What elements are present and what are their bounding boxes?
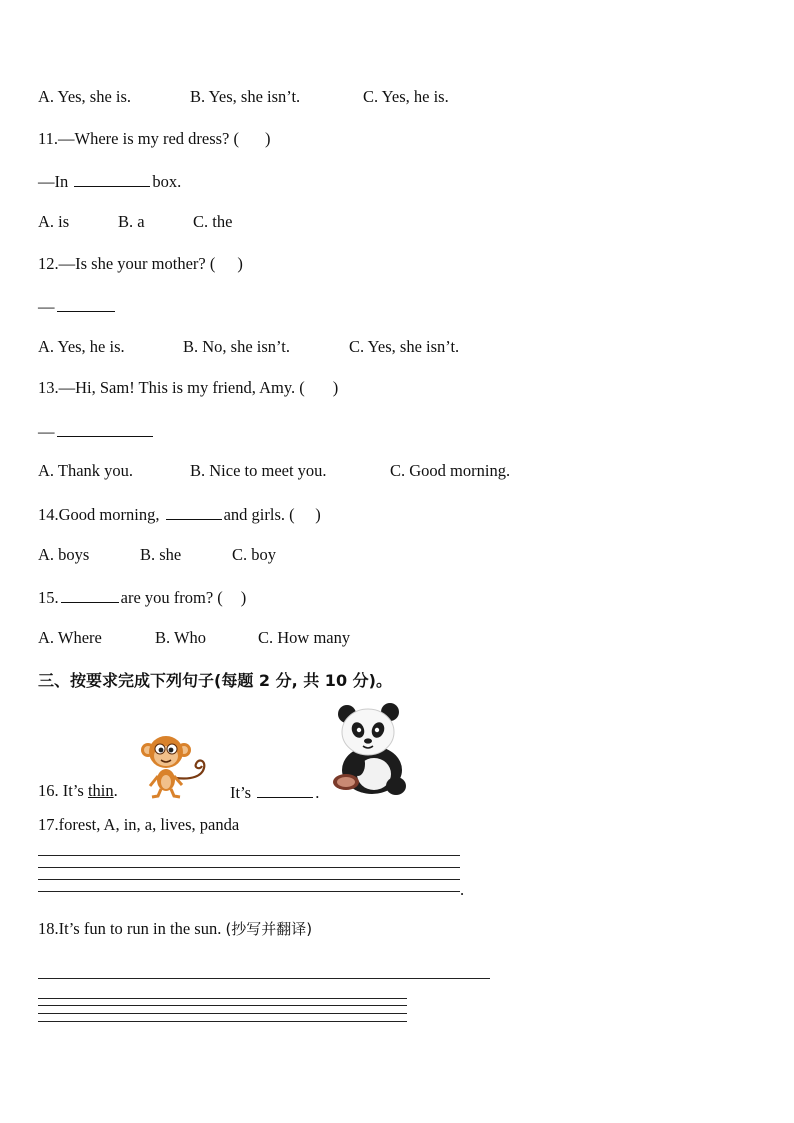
q11-option-c: C. the <box>193 212 233 231</box>
q17-writing-line-3[interactable] <box>38 879 460 880</box>
q17-writing-line-1[interactable] <box>38 855 460 856</box>
q16-question: 16. It’s thin. <box>38 781 118 800</box>
q12-option-a: A. Yes, he is. <box>38 337 125 356</box>
q16-answer: It’s . <box>230 783 320 802</box>
q17-writing-line-4[interactable] <box>38 891 460 892</box>
q12-question: 12.—Is she your mother? ( ) <box>38 254 243 273</box>
q12-option-b: B. No, she isn’t. <box>183 337 290 356</box>
q10-option-a: A. Yes, she is. <box>38 87 132 106</box>
q18-copy-line-3[interactable] <box>38 1013 407 1014</box>
q16-blank[interactable] <box>257 781 313 798</box>
section-3-heading: 三、按要求完成下列句子(每题 2 分, 共 10 分)。 <box>38 671 392 690</box>
q16-underlined-word: thin <box>87 781 114 800</box>
q11-option-a: A. is <box>38 212 70 231</box>
q18-copy-line-1[interactable] <box>38 998 407 999</box>
q12-answer-blank[interactable] <box>57 295 115 312</box>
q14-option-b: B. she <box>140 545 182 564</box>
q11-prompt: Where is my red dress? ( <box>74 129 239 148</box>
q17-writing-line-2[interactable] <box>38 867 460 868</box>
monkey-icon <box>132 730 214 800</box>
q14-blank[interactable] <box>166 503 222 520</box>
q13-option-c: C. Good morning. <box>390 461 511 480</box>
q17-question: 17.forest, A, in, a, lives, panda <box>38 815 240 834</box>
q17-end-period: . <box>460 880 465 899</box>
q13-answer-blank[interactable] <box>57 420 153 437</box>
q13-option-a: A. Thank you. <box>38 461 134 480</box>
q12-option-c: C. Yes, she isn’t. <box>349 337 460 356</box>
q11-answer-blank[interactable] <box>74 170 150 187</box>
q15-question: 15. are you from? ( ) <box>38 588 247 607</box>
q15-option-a: A. Where <box>38 628 102 647</box>
q10-option-b: B. Yes, she isn’t. <box>190 87 301 106</box>
q18-question: 18.It’s fun to run in the sun. (抄写并翻译) <box>38 919 313 938</box>
q11-close-paren: ) <box>265 129 271 148</box>
q14-option-a: A. boys <box>38 545 90 564</box>
q14-option-c: C. boy <box>232 545 277 564</box>
q11-number: 11. <box>38 129 59 148</box>
q18-translation-line[interactable] <box>38 978 490 979</box>
q15-option-b: B. Who <box>155 628 207 647</box>
q18-copy-line-4[interactable] <box>38 1021 407 1022</box>
q13-question: 13.—Hi, Sam! This is my friend, Amy. ( ) <box>38 378 339 397</box>
panda-icon <box>328 700 412 798</box>
q13-answer-line: — <box>38 420 155 442</box>
q11-question <box>38 129 271 149</box>
q10-option-c: C. Yes, he is. <box>363 87 449 106</box>
q12-answer-line: — <box>38 295 117 317</box>
q11-dash: — <box>58 129 75 148</box>
q11-option-b: B. a <box>118 212 145 231</box>
q14-question: 14.Good morning, and girls. ( ) <box>38 505 321 524</box>
q15-blank[interactable] <box>61 586 119 603</box>
q11-answer-line: —In box. <box>38 172 182 191</box>
q13-option-b: B. Nice to meet you. <box>190 461 327 480</box>
q15-option-c: C. How many <box>258 628 351 647</box>
q18-copy-line-2[interactable] <box>38 1005 407 1006</box>
q18-note: (抄写并翻译) <box>225 920 313 938</box>
